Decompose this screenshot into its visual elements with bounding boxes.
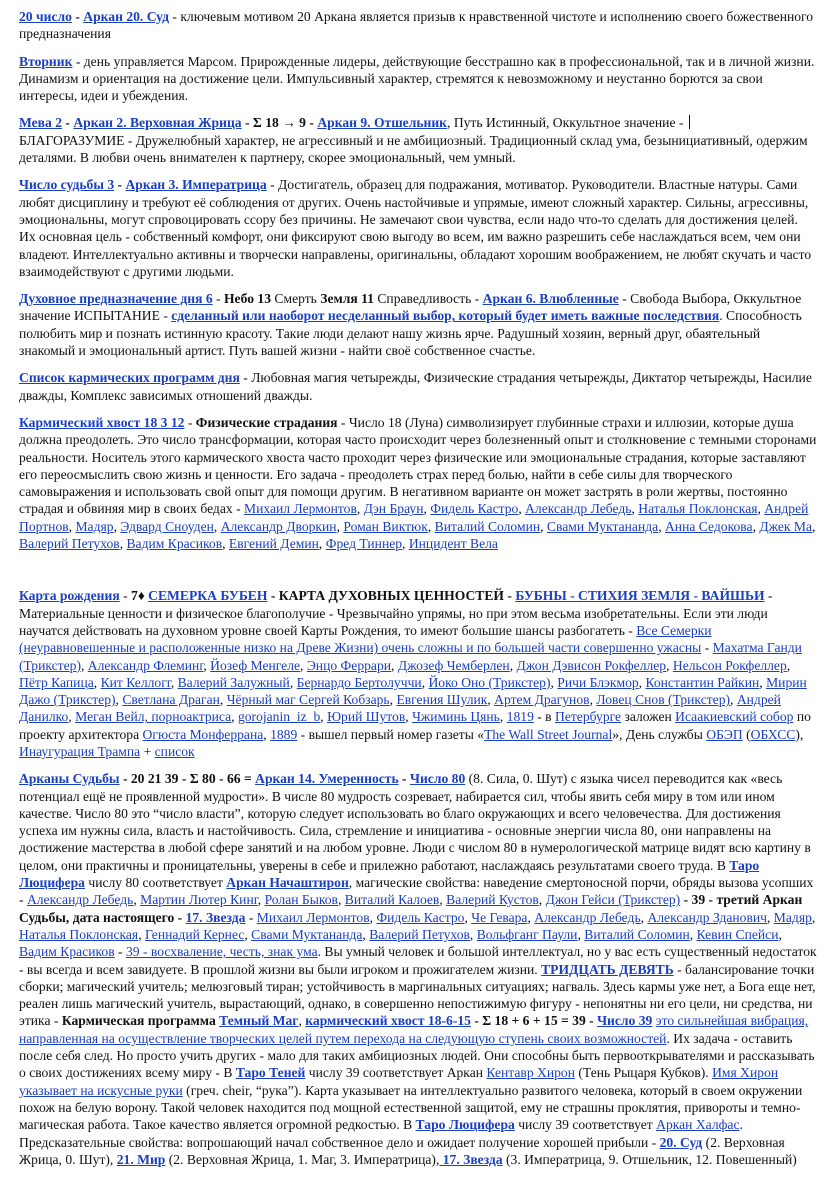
person-link[interactable]: Кит Келлогг — [100, 674, 171, 690]
link-shadow-tarot[interactable]: Таро Теней — [235, 1065, 306, 1081]
text-cursor — [689, 115, 690, 129]
person-link[interactable]: Андрей Портнов — [19, 501, 809, 534]
link-21-world[interactable]: 21. Мир — [116, 1151, 166, 1167]
section-destiny-number: Число судьбы 3 - Аркан 3. Императрица - Достигатель, образец для подражания, мотиватор. Руководители. Властные натуры. Сами любят дисциплину и требуют её соблюдения от других. Очень настойчивые и упрямые, имеют сложный характер. Сильны, агрессивны, эмоциональны, могут спровоцировать ссору без причины. Не замечают свои чувства, если надо что-то сделать для достижения целей. Их основная цель - собственный комфорт, они фиксируют свою выгоду во всем, им важно разрешить себе наслаждаться всем, чем они владеют. Интеллектуально активны и творчески направлены, оригинальны, обладают хорошим воображением, не любят скучать и часто взаимодействуют с другими людьми. — [19, 177, 812, 279]
person-link[interactable]: Вадим Красиков — [126, 536, 223, 552]
person-link[interactable]: Роман Виктюк — [343, 518, 428, 534]
person-link[interactable]: Чжиминь Цянь — [412, 709, 500, 725]
link-lucifer-tarot-2[interactable]: Таро Люцифера — [415, 1117, 515, 1133]
link-seven-of-diamonds[interactable]: СЕМЕРКА БУБЕН — [148, 588, 268, 604]
link-thirty-nine[interactable]: ТРИДЦАТЬ ДЕВЯТЬ — [541, 961, 674, 977]
person-link[interactable]: Валерий Залужный — [177, 674, 290, 690]
link-number-80[interactable]: Число 80 — [409, 771, 466, 787]
link-centaur-chiron[interactable]: Кентавр Хирон — [486, 1065, 575, 1081]
link-montferrand[interactable]: Огюста Монферрана — [142, 726, 264, 742]
link-arcana-nachashtiron[interactable]: Аркан Начаштирон — [226, 875, 349, 891]
person-link[interactable]: Фред Тиннер — [325, 536, 403, 552]
link-choice-consequences[interactable]: сделанный или наоборот несделанный выбор, который будет иметь важные последствия — [171, 308, 720, 324]
person-link[interactable]: Михаил Лермонтов — [256, 909, 370, 925]
person-link[interactable]: Валерий Петухов — [19, 536, 120, 552]
link-destiny-number[interactable]: Число судьбы 3 — [19, 177, 115, 193]
section-spacer — [19, 562, 817, 587]
person-link[interactable]: Виталий Соломин — [434, 518, 541, 534]
person-link[interactable]: Вольфганг Паули — [476, 926, 578, 942]
link-meva[interactable]: Мева 2 — [19, 115, 63, 131]
person-link[interactable]: Дэн Браун — [363, 501, 424, 517]
person-link[interactable]: Меган Вейл, порноактриса — [75, 709, 232, 725]
person-link[interactable]: Джон Дэвисон Рокфеллер — [516, 657, 667, 673]
link-obep[interactable]: ОБЭП — [706, 726, 743, 742]
section-day-number: 20 число - Аркан 20. Суд - ключевым мотивом 20 Аркана является призыв к нравственной чистоте и исполнению своего божественного предназначения — [19, 9, 814, 42]
person-link[interactable]: Кевин Спейси — [696, 926, 779, 942]
person-link[interactable]: Виталий Калоев — [344, 892, 440, 908]
person-link[interactable]: Эдвард Сноуден — [120, 518, 214, 534]
person-link[interactable]: Анна Седокова — [664, 518, 753, 534]
person-link[interactable]: Наталья Поклонская — [638, 501, 758, 517]
link-year-1889[interactable]: 1889 — [270, 726, 298, 742]
person-link[interactable]: Юрий Шутов — [327, 709, 406, 725]
person-link[interactable]: Фидель Кастро — [376, 909, 465, 925]
link-obhss[interactable]: ОБХСС — [750, 726, 796, 742]
section-fate-arcana: Арканы Судьбы - 20 21 39 - Σ 80 - 66 = Аркан 14. Умеренность - Число 80 (8. Сила, 0. Шут) с языка чисел переводится как «весь потенциал ещё не проявленной мудрости». В числе 80 мудрость созревает, набирается сил, чтобы явить себя миру в том или ином качестве. Число 80 это “число власти”, которую следует использовать во благо окружающих и всего человечества. Для достижения успеха им нужны сила, власть и настойчивость. Сила, стремление и инициатива - основные энергии числа 80, они направлены на достижение мастерства в любой сфере занятий и на любом уровне. Люди с числом 80 в нумерологической матрице видят всю картину в целом, они практичны и проницательны, уверены в себе и прилежно работают, наслаждаясь результатами своего труда. В Таро Люцифера числу 80 соответствует Аркан Начаштирон, магические свойства: наведение смертоносной порчи, обряды вызова усопших - Александр Лебедь, Мартин Лютер Кинг, Ролан Быков, Виталий Калоев, Валерий Кустов, Джон Гейси (Трикстер) - 39 - третий Аркан Судьбы, дата настоящего - 17. Звезда - Михаил Лермонтов, Фидель Кастро, Че Гевара, Александр Лебедь, Александр Зданович, Мадяр, Наталья Поклонская, Геннадий Кернес, Свами Муктананда, Валерий Петухов, Вольфганг Паули, Виталий Соломин, Кевин Спейси, Вадим Красиков - 39 - восхваление, честь, знак ума. Вы умный человек и большой интеллектуал, но у вас есть существенный недостаток - вы всегда и всем завидуете. В прошлой жизни вы были игроком и прожигателем жизни. ТРИДЦАТЬ ДЕВЯТЬ - балансирование точки сборки; магический учитель; мелюзговый тиран; устойчивость в маргинальных ситуациях; нагваль. Здесь кармы уже нет, а Бога еще нет, реален лишь магический учитель, вырастающий, однако, в совершенно непостижимую фигуру - непонятны ни его цели, ни средства, ни этика - Кармическая программа Темный Маг, кармический хвост 18-6-15 - Σ 18 + 6 + 15 = 39 - Число 39 это сильнейшая вибрация, направленная на осуществление творческих целей путем перехода на следующую ступень своих возможностей. Их задача - оставить после себя след. Но просто учить других - мало для таких амбициозных людей. Они способны быть первооткрывателями и рассказывать о своих достижениях всему миру - В Таро Теней числу 39 соответствует Аркан Кентавр Хирон (Тень Рыцаря Кубков). Имя Хирон указывает на искусные руки (греч. cheir, “рука”). Карта указывает на интеллектуально развитого человека, который в своем окружении похож на белую ворону. Такой человек находится под мощной естественной защитой, ему не страшны проклятия, привороты и темно-магическая работа. Такое качество является огромной редкостью. В Таро Люцифера числу 39 соответствует Аркан Халфас. Предсказательные свойства: вопрошающий начал собственное дело и ожидает получение хорошей прибыли - 20. Суд (2. Верховная Жрица, 0. Шут), 21. Мир (2. Верховная Жрица, 1. Маг, 3. Императрица), 17. Звезда (3. Императрица, 9. Отшельник, 12. Повешенный) — [19, 771, 817, 1167]
section-spiritual-purpose: Духовное предназначение дня 6 - Небо 13 Смерть Земля 11 Справедливость - Аркан 6. Влюбленные - Свобода Выбора, Оккультное значение ИСПЫТАНИЕ - сделанный или наоборот несделанный выбор, который будет иметь важные последствия. Способность полюбить мир и познать истинную красоту. Такие люди делают нашу жизнь ярче. Радушный хозяин, верный друг, обаятельный знакомый и эмоциональный артист. Путь вашей жизни - найти своё собственное счастье. — [19, 291, 802, 359]
person-link[interactable]: Евгения Шулик — [396, 692, 488, 708]
person-link[interactable]: Ролан Быков — [264, 892, 338, 908]
person-link[interactable]: Вадим Красиков — [19, 944, 115, 960]
person-link[interactable]: Джозеф Чемберлен — [397, 657, 510, 673]
link-year-1819[interactable]: 1819 — [506, 709, 534, 725]
link-strongest-vibration[interactable]: это сильнейшая вибрация, направленная на осуществление творческих целей путем перехода на следующую ступень своих возможностей — [19, 1013, 809, 1046]
person-link[interactable]: Энцо Феррари — [306, 657, 392, 673]
person-link[interactable]: Йоко Оно (Трикстер) — [428, 674, 551, 690]
link-39-praise[interactable]: 39 - восхваление, честь, знак ума — [125, 944, 318, 960]
person-link[interactable]: Александр Дворкин — [220, 518, 337, 534]
link-arcana-halfas[interactable]: Аркан Халфас — [656, 1117, 740, 1133]
link-weekday[interactable]: Вторник — [19, 53, 73, 69]
person-link[interactable]: Нельсон Рокфеллер — [672, 657, 787, 673]
link-spiritual-purpose[interactable]: Духовное предназначение дня 6 — [19, 291, 213, 307]
person-link[interactable]: Пётр Капица — [19, 674, 94, 690]
link-number-39[interactable]: Число 39 — [597, 1013, 653, 1029]
person-link[interactable]: Александр Лебедь — [534, 909, 641, 925]
link-karmic-tail[interactable]: Кармический хвост 18 3 12 — [19, 414, 185, 430]
link-arcana-3[interactable]: Аркан 3. Императрица — [125, 177, 267, 193]
person-link[interactable]: Мирин Дажо (Трикстер) — [19, 674, 807, 708]
person-link[interactable]: Александр Лебедь — [26, 892, 134, 908]
link-20-judgement[interactable]: 20. Суд — [659, 1134, 703, 1150]
people-list-number-80: Александр Лебедь, Мартин Лютер Кинг, Ролан Быков, Виталий Калоев, Валерий Кустов, Джон Гейси (Трикстер) — [26, 892, 681, 908]
link-day-number[interactable]: 20 число — [19, 9, 72, 24]
people-list-number-39: Михаил Лермонтов, Фидель Кастро, Че Гевара, Александр Лебедь, Александр Зданович, Мадяр, Наталья Поклонская, Геннадий Кернес, Свами Муктананда, Валерий Петухов, Вольфганг Паули, Виталий Соломин, Кевин Спейси, Вадим Красиков — [19, 909, 816, 960]
section-meva: Мева 2 - Аркан 2. Верховная Жрица - Σ 18 → 9 - Аркан 9. Отшельник, Путь Истинный, Оккультное значение - БЛАГОРАЗУМИЕ - Дружелюбный характер, не агрессивный и не амбициозный. Традиционный склад ума, безынициативный, одержим деталями. В любви очень внимателен к партнеру, скорее эмоциональный, чем умный. — [19, 115, 808, 166]
link-arcana-6[interactable]: Аркан 6. Влюбленные — [482, 291, 619, 307]
person-link[interactable]: Йозеф Менгеле — [210, 657, 301, 673]
person-link[interactable]: Артем Драгунов — [494, 692, 590, 708]
link-chiron-name[interactable]: Имя Хирон указывает на искусные руки — [19, 1065, 779, 1098]
person-link[interactable]: Константин Райкин — [645, 674, 760, 690]
person-link[interactable]: Свами Муктананда — [546, 518, 659, 534]
people-list-karmic-tail: Михаил Лермонтов, Дэн Браун, Фидель Кастро, Александр Лебедь, Наталья Поклонская, Андрей Портнов, Мадяр, Эдвард Сноуден, Александр Дворкин, Роман Виктюк, Виталий Соломин, Свами Муктананда, Анна Седокова, Джек Ма, Валерий Петухов, Вадим Красиков, Евгений Демин, Фред Тиннер, Инцидент Вела — [19, 501, 816, 552]
person-link[interactable]: Евгений Демин — [228, 536, 319, 552]
section-birth-card: Карта рождения - 7♦ СЕМЕРКА БУБЕН - КАРТА ДУХОВНЫХ ЦЕННОСТЕЙ - БУБНЫ - СТИХИЯ ЗЕМЛЯ - ВАЙШЬИ - Материальные ценности и физическое благополучие - Чрезвычайно упрямы, но при этом весьма изобретательны. Если эти люди научатся действовать на духовном уровне своей Карты Рождения, то имеют большие шансы разбогатеть - Все Семерки (неуравновешенные и расположенные низко на Древе Жизни) очень сложны и по большей части совершенно ужасны - Махатма Ганди (Трикстер), Александр Флеминг, Йозеф Менгеле, Энцо Феррари, Джозеф Чемберлен, Джон Дэвисон Рокфеллер, Нельсон Рокфеллер, Пётр Капица, Кит Келлогг, Валерий Залужный, Бернардо Бертолуччи, Йоко Оно (Трикстер), Ричи Блэкмор, Константин Райкин, Мирин Дажо (Трикстер), Светлана Драган, Чёрный маг Сергей Кобзарь, Евгения Шулик, Артем Драгунов, Ловец Снов (Трикстер), Андрей Данилко, Меган Вейл, порноактриса, gorojanin_iz_b, Юрий Шутов, Чжиминь Цянь, 1819 - в Петербурге заложен Исаакиевский собор по проекту архитектора Огюста Монферрана, 1889 - вышел первый номер газеты «The Wall Street Journal», День службы ОБЭП (ОБХСС), Инаугурация Трампа + список — [19, 588, 811, 759]
link-birth-card[interactable]: Карта рождения — [19, 588, 120, 604]
link-wall-street-journal[interactable]: The Wall Street Journal — [484, 726, 613, 742]
person-link[interactable]: Мартин Лютер Кинг — [140, 892, 258, 908]
link-arcana-20[interactable]: Аркан 20. Суд — [83, 9, 169, 24]
person-link[interactable]: Геннадий Кернес — [144, 926, 245, 942]
link-dark-mage[interactable]: Темный Маг — [219, 1013, 299, 1029]
person-link[interactable]: Александр Зданович — [647, 909, 767, 925]
person-link[interactable]: Махатма Ганди (Трикстер) — [19, 640, 802, 673]
link-isaac-cathedral[interactable]: Исаакиевский собор — [675, 709, 794, 725]
person-link[interactable]: Александр Флеминг — [87, 657, 204, 673]
person-link[interactable]: Наталья Поклонская — [19, 926, 139, 942]
link-17-star[interactable]: 17. Звезда — [439, 1151, 503, 1167]
person-link[interactable]: Свами Муктананда — [251, 926, 363, 942]
person-link[interactable]: Виталий Соломин — [584, 926, 690, 942]
person-link[interactable]: Валерий Петухов — [369, 926, 470, 942]
person-link[interactable]: gorojanin_iz_b — [237, 709, 321, 725]
person-link[interactable]: Мадяр — [75, 518, 114, 534]
person-link[interactable]: Александр Лебедь — [525, 501, 632, 517]
section-karmic-tail: Кармический хвост 18 3 12 - Физические страдания - Число 18 (Луна) символизирует глубинные страхи и иллюзии, которые душа должна преодолеть. Это число трансформации, которая часто происходит через болезненный опыт и столкновение с темными сторонами реальности. Носитель этого кармического хвоста часто проходит через физические или эмоциональные страдания, которые заставляют его переосмыслить свою жизнь и ценности. Его задача - преодолеть страх перед болью, найти в себе силы для творческого самовыражения и использовать свой опыт для помощи другим. В негативном варианте он может застрять в роли жертвы, постоянно страдая и обвиняя мир в своих бедах - Михаил Лермонтов, Дэн Браун, Фидель Кастро, Александр Лебедь, Наталья Поклонская, Андрей Портнов, Мадяр, Эдвард Сноуден, Александр Дворкин, Роман Виктюк, Виталий Соломин, Свами Муктананда, Анна Седокова, Джек Ма, Валерий Петухов, Вадим Красиков, Евгений Демин, Фред Тиннер, Инцидент Вела — [19, 414, 817, 552]
person-link[interactable]: Чёрный маг Сергей Кобзарь — [226, 692, 390, 708]
person-link[interactable]: Ричи Блэкмор — [557, 674, 639, 690]
link-fate-arcana[interactable]: Арканы Судьбы — [19, 771, 120, 787]
person-link[interactable]: Фидель Кастро — [430, 501, 519, 517]
section-weekday: Вторник - день управляется Марсом. Прирожденные лидеры, действующие бесстрашно как в профессиональной, так и в личной жизни. Динамизм и ориентация на достижение цели. Импульсивный характер, стремятся к невозможному и неустанно борются за свои интересы, идеи и убеждения. — [19, 53, 815, 104]
person-link[interactable]: Валерий Кустов — [446, 892, 539, 908]
link-karmic-tail-18-6-15[interactable]: кармический хвост 18-6-15 — [305, 1013, 471, 1029]
person-link[interactable]: Джек Ма — [759, 518, 813, 534]
person-link[interactable]: Светлана Драган — [122, 692, 220, 708]
link-karmic-programs-list[interactable]: Список кармических программ дня — [19, 370, 240, 386]
link-all-sevens[interactable]: Все Семерки (неуравновешенные и расположенные низко на Древе Жизни) очень сложны и по большей части совершенно ужасны — [19, 622, 712, 656]
link-arcana-2[interactable]: Аркан 2. Верховная Жрица — [73, 115, 242, 131]
link-arcana-17[interactable]: 17. Звезда — [185, 909, 246, 925]
section-karmic-programs: Список кармических программ дня - Любовная магия четырежды, Физические страдания четырежды, Диктатор четырежды, Насилие дважды, Комплекс зависимых отношений дважды. — [19, 370, 812, 403]
link-list[interactable]: список — [154, 743, 195, 759]
link-petersburg[interactable]: Петербурге — [555, 709, 622, 725]
person-link[interactable]: Андрей Данилко — [19, 692, 781, 725]
person-link[interactable]: Бернардо Бертолуччи — [296, 674, 422, 690]
person-link[interactable]: Мадяр — [773, 909, 812, 925]
people-list-birth-card: Махатма Ганди (Трикстер), Александр Флеминг, Йозеф Менгеле, Энцо Феррари, Джозеф Чемберлен, Джон Дэвисон Рокфеллер, Нельсон Рокфеллер, Пётр Капица, Кит Келлогг, Валерий Залужный, Бернардо Бертолуччи, Йоко Оно (Трикстер), Ричи Блэкмор, Константин Райкин, Мирин Дажо (Трикстер), Светлана Драган, Чёрный маг Сергей Кобзарь, Евгения Шулик, Артем Драгунов, Ловец Снов (Трикстер), Андрей Данилко, Меган Вейл, порноактриса, gorojanin_iz_b, Юрий Шутов, Чжиминь Цянь — [19, 640, 807, 725]
link-diamonds-suit[interactable]: БУБНЫ - СТИХИЯ ЗЕМЛЯ - ВАЙШЬИ — [515, 588, 765, 604]
person-link[interactable]: Инцидент Вела — [408, 536, 498, 552]
link-arcana-14[interactable]: Аркан 14. Умеренность — [255, 771, 399, 787]
link-arcana-9[interactable]: Аркан 9. Отшельник — [317, 115, 448, 131]
link-lucifer-tarot[interactable]: Таро Люцифера — [19, 857, 760, 891]
link-trump-inauguration[interactable]: Инаугурация Трампа — [19, 743, 141, 759]
person-link[interactable]: Ловец Снов (Трикстер) — [596, 692, 731, 708]
person-link[interactable]: Джон Гейси (Трикстер) — [545, 892, 681, 908]
person-link[interactable]: Михаил Лермонтов — [244, 501, 357, 517]
person-link[interactable]: Че Гевара — [471, 909, 528, 925]
